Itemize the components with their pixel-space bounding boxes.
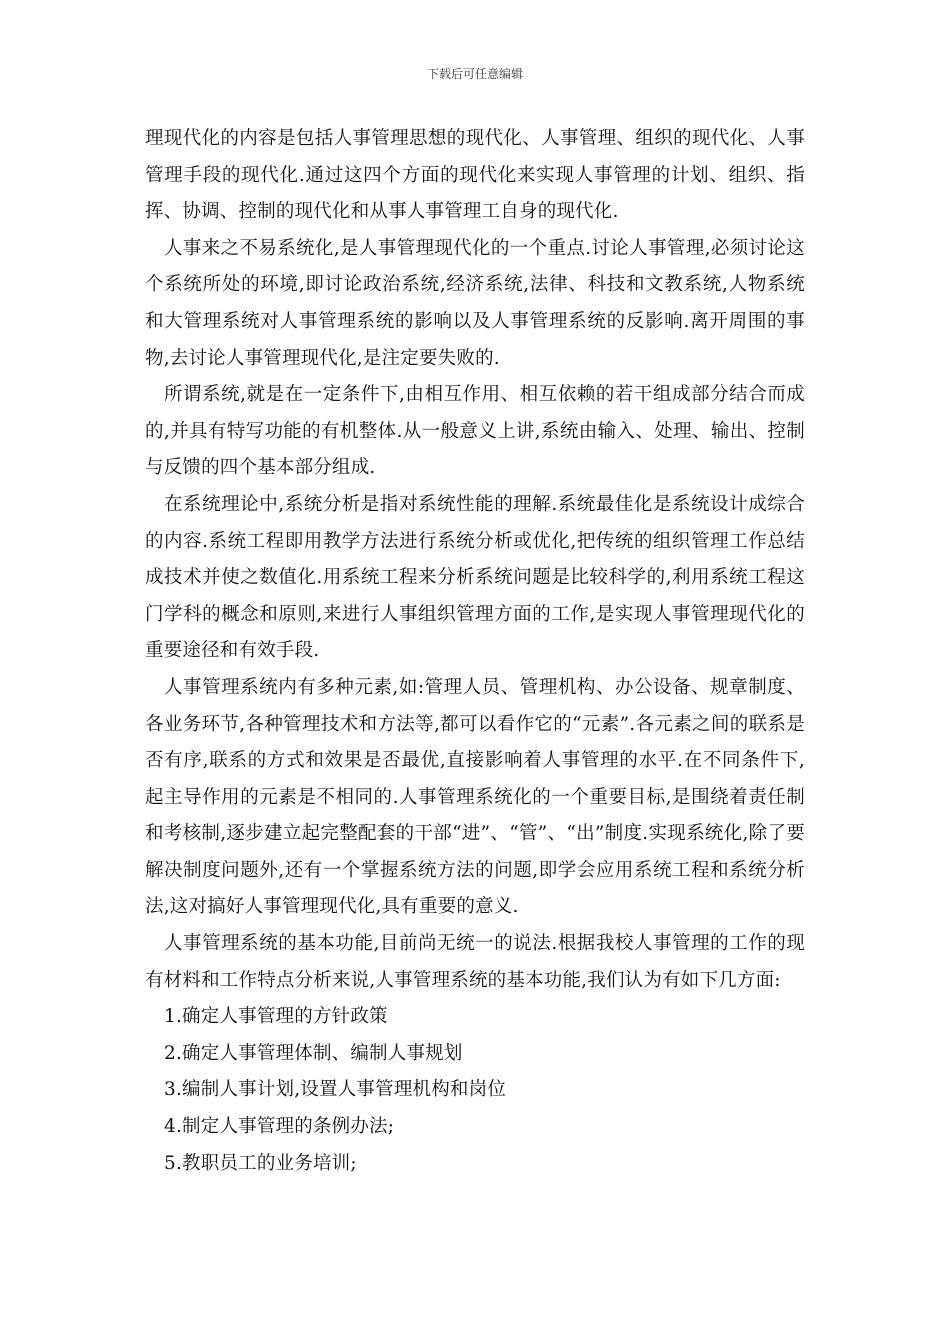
paragraph: 人事来之不易系统化,是人事管理现代化的一个重点.讨论人事管理,必须讨论这个系统所处的环境,即讨论政治系统,经济系统,法律、科技和文教系统,人物系统和大管理系统对人事管理系统的影响以及人事管理系统的反影响.离开周围的事物,去讨论人事管理现代化,是注定要失败的.	[145, 237, 805, 369]
list-item: 4.制定人事管理的条例办法;	[164, 1116, 395, 1138]
list-item: 5.教职员工的业务培训;	[164, 1152, 357, 1174]
page-header: 下载后可任意编辑	[426, 67, 523, 81]
paragraph: 所谓系统,就是在一定条件下,由相互作用、相互依赖的若干组成部分结合而成的,并具有特写功能的有机整体.从一般意义上讲,系统由输入、处理、输出、控制与反馈的四个基本部分组成.	[145, 384, 805, 479]
document-body	[145, 121, 805, 1182]
list-item: 1.确定人事管理的方针政策	[164, 1006, 388, 1028]
list-item: 2.确定人事管理体制、编制人事规划	[164, 1042, 463, 1064]
function-list	[145, 999, 805, 1182]
list-item: 3.编制人事计划,设置人事管理机构和岗位	[164, 1079, 507, 1101]
paragraph: 理现代化的内容是包括人事管理思想的现代化、人事管理、组织的现代化、人事管理手段的现代化.通过这四个方面的现代化来实现人事管理的计划、组织、指挥、协调、控制的现代化和从事人事管理工自身的现代化.	[145, 128, 805, 223]
paragraph: 人事管理系统内有多种元素,如:管理人员、管理机构、办公设备、规章制度、各业务环节,各种管理技术和方法等,都可以看作它的“元素”.各元素之间的联系是否有序,联系的方式和效果是否最优,直接影响着人事管理的水平.在不同条件下,起主导作用的元素是不相同的.人事管理系统化的一个重要目标,是围绕着责任制和考核制,逐步建立起完整配套的干部“进”、“管”、“出”制度.实现系统化,除了要解决制度问题外,还有一个掌握系统方法的问题,即学会应用系统工程和系统分析法,这对搞好人事管理现代化,具有重要的意义.	[145, 676, 805, 918]
paragraph: 人事管理系统的基本功能,目前尚无统一的说法.根据我校人事管理的工作的现有材料和工作特点分析来说,人事管理系统的基本功能,我们认为有如下几方面:	[145, 933, 805, 991]
paragraph: 在系统理论中,系统分析是指对系统性能的理解.系统最佳化是系统设计成综合的内容.系统工程即用教学方法进行系统分析或优化,把传统的组织管理工作总结成技术并使之数值化.用系统工程来分析系统问题是比较科学的,利用系统工程这门学科的概念和原则,来进行人事组织管理方面的工作,是实现人事管理现代化的重要途径和有效手段.	[145, 493, 805, 662]
